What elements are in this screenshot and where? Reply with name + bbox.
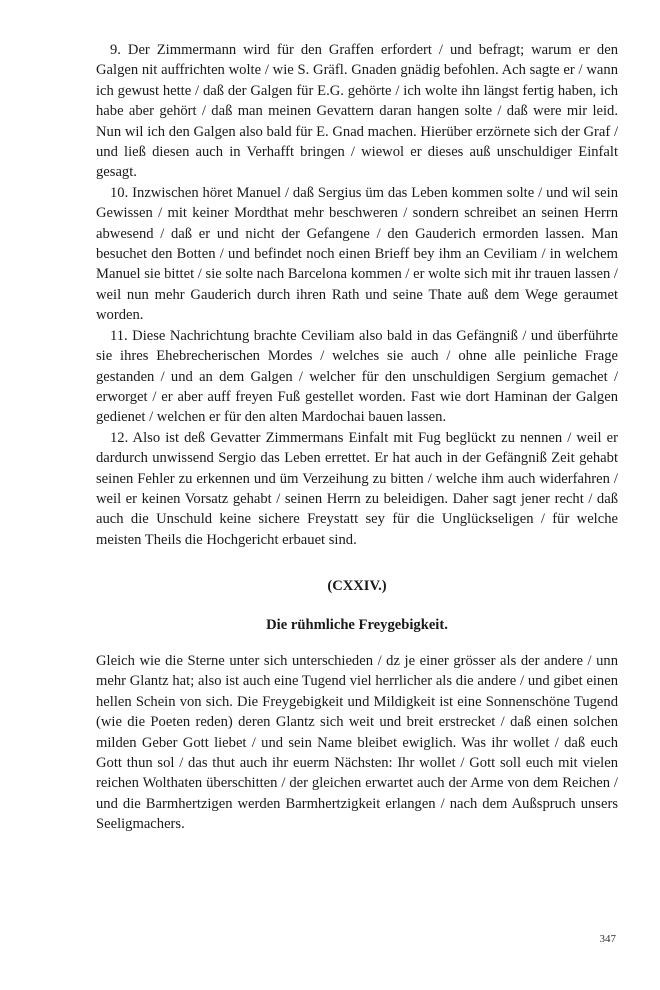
page-number: 347	[599, 933, 616, 945]
paragraph-10: 10. Inzwischen höret Manuel / daß Sergius üm das Leben kommen solte / und wil sein Gewissen / mit keiner Mordthat mehr beschweren / sondern schreibet an seinen Herrn abwesend / daß er und nicht der Gefangene / den Gauderich ermorden lassen. Man besuchet den Botten / und befindet noch einen Brieff bey ihm an Ceviliam / in welchem Manuel sie bittet / sie solte nach Barcelona kommen / er wolte sich mit ihr trauen lassen / weil nun mehr Gauderich durch ihren Rath und seine Thate auß dem Wege geraumet worden.	[96, 184, 618, 324]
page-body	[96, 40, 618, 835]
paragraph-12: 12. Also ist deß Gevatter Zimmermans Einfalt mit Fug beglückt zu nennen / weil er dardurch unwissend Sergio das Leben errettet. Er hat auch in der Gefängniß Zeit gehabt seinen Fehler zu erkennen und üm Verzeihung zu bitten / welche ihm auch widerfahren / weil er keinen Vorsatz gehabt / seinen Herrn zu beleidigen. Daher sagt jener recht / daß auch die Unschuld keine sichere Freystatt sey für die Unglückseligen / für welche meisten Theils die Hochgericht erbauet sind.	[96, 429, 618, 548]
section-title: Die rühmliche Freygebigkeit.	[266, 616, 448, 633]
paragraph-9: 9. Der Zimmermann wird für den Graffen erfordert / und befragt; warum er den Galgen nit auffrichten wolte / wie S. Gräfl. Gnaden gnädig befohlen. Ach sagte er / wann ich gewust hette / daß der Galgen für E.G. gehörte / ich wolte ihn längst fertig haben, ich habe aber gehört / daß man meinen Gevattern daran hangen solte / daß were mir leid. Nun wil ich den Galgen also bald für E. Gnad machen. Hierüber erzörnete sich der Graf / und ließ diesen auch in Verhafft bringen / wiewol er dieses auß unschuldiger Einfalt gesagt.	[96, 42, 618, 181]
section-intro-paragraph: Gleich wie die Sterne unter sich unterschieden / dz je einer grösser als der andere / unn mehr Glantz hat; also ist auch eine Tugend viel herrlicher als die andere / und gibet einen hellen Schein von sich. Die Freygebigkeit und Mildigkeit ist eine Sonnenschöne Tugend (wie die Poeten reden) deren Glantz sich weit und breit erstrecket / daß einen solchen milden Geber Gott liebet / und sein Name bleibet ewiglich. Was ihr wollet / daß euch Gott thun sol / das thut auch ihr euerm Nächsten: Ihr wollet / Gott soll euch mit vielen reichen Wolthaten überschitten / der gleichen erwartet auch der Arme von dem Reichen / und die Barmhertzigen werden Barmhertzigkeit erlangen / nach dem Außspruch unsers Seeligmachers.	[96, 652, 618, 833]
section-number: (CXXIV.)	[327, 578, 387, 595]
paragraph-11: 11. Diese Nachrichtung brachte Ceviliam also bald in das Gefängniß / und überführte sie ihres Ehebrecherischen Mordes / welches sie auch / ohne alle peinliche Frage gestanden / und an dem Galgen / welcher für den unschuldigen Sergium gemachet / erworget / er aber auff freyen Fuß gestellet worden. Fast wie dort Haminan der Galgen gedienet / welchen er für den alten Mardochai bauen lassen.	[96, 327, 618, 426]
